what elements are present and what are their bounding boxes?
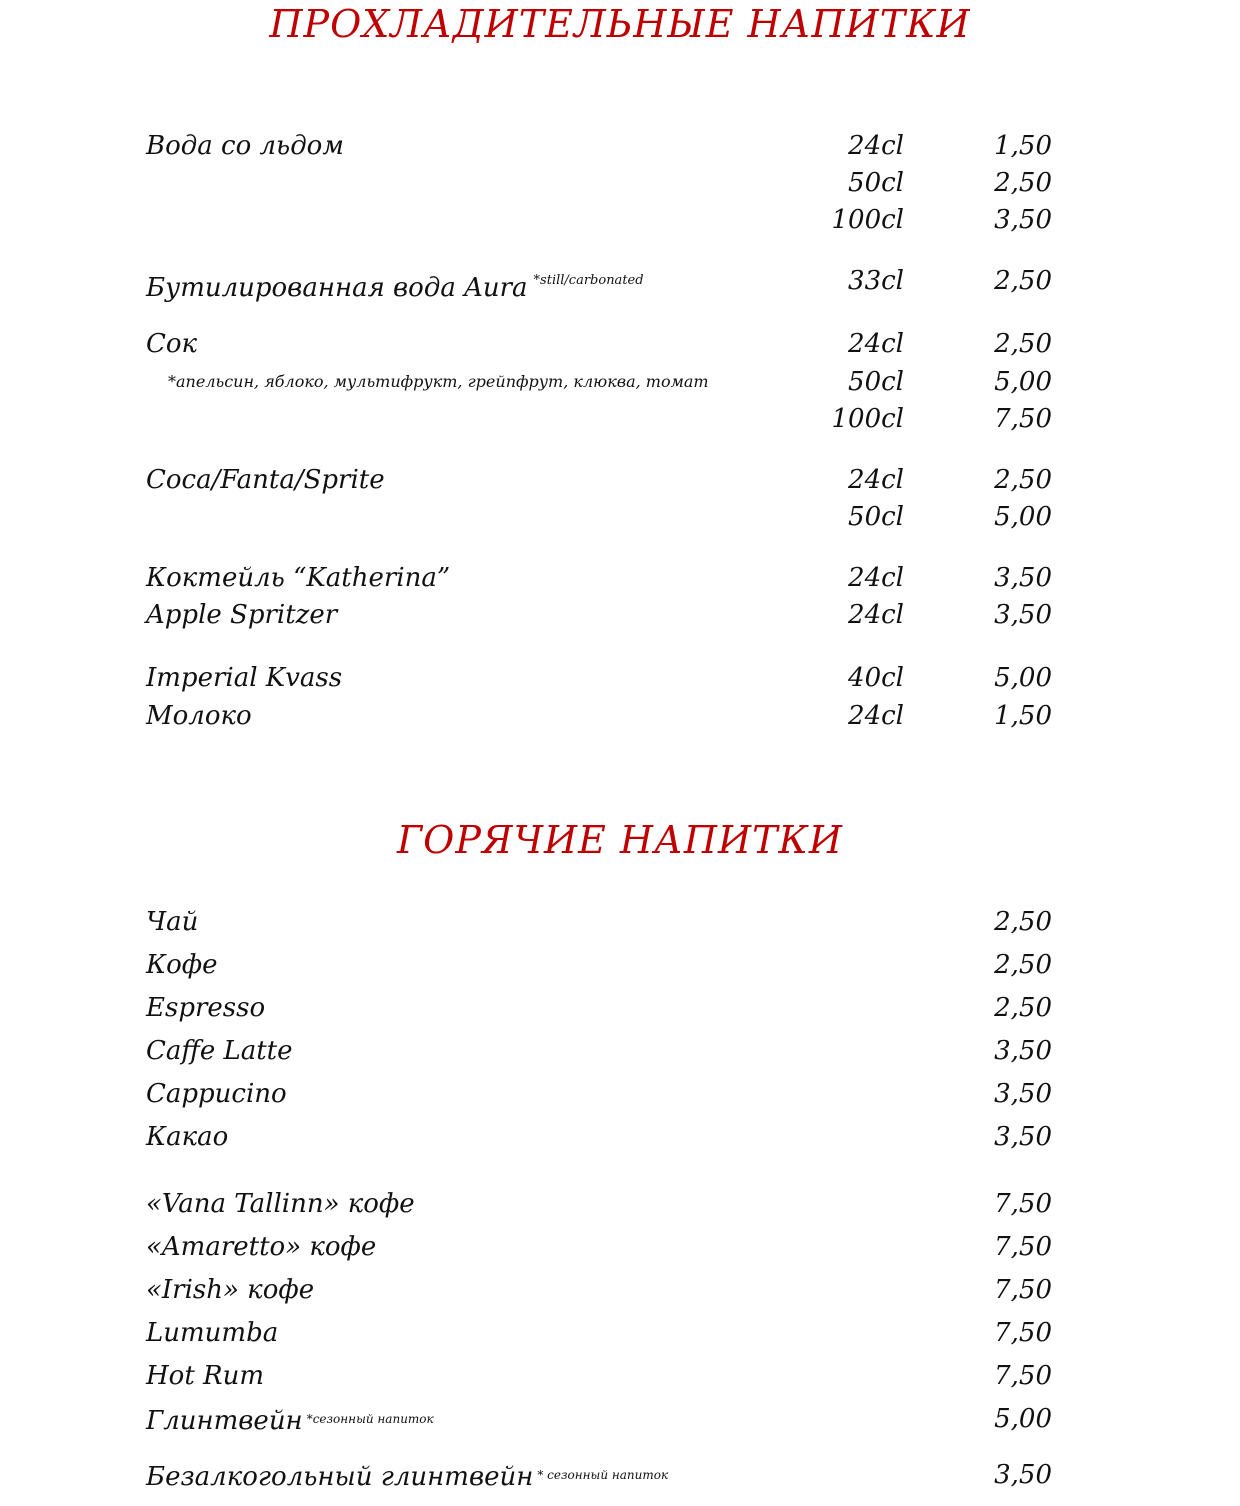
item-name [146, 1457, 668, 1495]
menu-row [0, 1033, 1240, 1069]
item-price: 3,50 [994, 1460, 1052, 1490]
item-price: 3,50 [994, 600, 1052, 630]
item-volume: 24cl [848, 701, 904, 731]
item-price: 7,50 [994, 1361, 1052, 1391]
menu-row [0, 947, 1240, 983]
item-price: 3,50 [994, 205, 1052, 235]
item-price: 1,50 [994, 701, 1052, 731]
item-name-text: Бутилированная вода Aura [146, 273, 528, 303]
item-name: Hot Rum [146, 1361, 265, 1391]
juice-flavours-note: *апельсин, яблоко, мультифрукт, грейпфрут, клюква, томат [168, 372, 709, 391]
item-name-text: Глинтвейн [146, 1406, 303, 1436]
menu-row [0, 1229, 1240, 1265]
menu-row [0, 326, 1240, 362]
item-price: 2,50 [994, 266, 1052, 296]
item-name: Сок [146, 329, 198, 359]
item-price: 2,50 [994, 907, 1052, 937]
item-name: Coca/Fanta/Sprite [146, 465, 385, 495]
item-price: 7,50 [994, 1232, 1052, 1262]
hot-drinks-heading: ГОРЯЧИЕ НАПИТКИ [397, 818, 843, 862]
item-name-text: Безалкогольный глинтвейн [146, 1462, 534, 1492]
menu-row [0, 698, 1240, 734]
item-price: 1,50 [994, 131, 1052, 161]
item-volume: 24cl [848, 329, 904, 359]
item-price: 2,50 [994, 993, 1052, 1023]
item-volume: 33cl [848, 266, 904, 296]
item-name: Вода со льдом [146, 131, 344, 161]
item-price: 5,00 [994, 367, 1052, 397]
menu-row [0, 660, 1240, 696]
item-name: Imperial Kvass [146, 663, 343, 693]
item-name: Apple Spritzer [146, 600, 338, 630]
menu-row [0, 462, 1240, 498]
item-price: 5,00 [994, 663, 1052, 693]
item-name: Caffe Latte [146, 1036, 293, 1066]
item-note: *still/carbonated [533, 273, 644, 288]
item-volume: 24cl [848, 131, 904, 161]
item-price: 3,50 [994, 563, 1052, 593]
item-name: «Irish» кофе [146, 1275, 315, 1305]
menu-row [0, 202, 1240, 238]
menu-row [0, 128, 1240, 164]
cold-drinks-heading: ПРОХЛАДИТЕЛЬНЫЕ НАПИТКИ [269, 2, 971, 46]
menu-row [0, 597, 1240, 633]
item-name: «Vana Tallinn» кофе [146, 1189, 415, 1219]
menu-row [0, 1186, 1240, 1222]
menu-row [0, 364, 1240, 400]
item-price: 5,00 [994, 502, 1052, 532]
item-price: 3,50 [994, 1122, 1052, 1152]
item-volume: 50cl [848, 168, 904, 198]
item-name: «Amaretto» кофе [146, 1232, 377, 1262]
menu-row [0, 263, 1240, 303]
item-name: Espresso [146, 993, 266, 1023]
item-volume: 100cl [831, 404, 904, 434]
item-name: Lumumba [146, 1318, 279, 1348]
menu-row [0, 1457, 1240, 1493]
menu-row [0, 165, 1240, 201]
menu-row [0, 1119, 1240, 1155]
item-price: 5,00 [994, 1404, 1052, 1434]
item-name: Кофе [146, 950, 218, 980]
menu-row [0, 560, 1240, 596]
item-volume: 50cl [848, 502, 904, 532]
item-price: 7,50 [994, 404, 1052, 434]
item-note: *сезонный напиток [306, 1412, 434, 1426]
item-price: 7,50 [994, 1318, 1052, 1348]
menu-row [0, 499, 1240, 535]
item-price: 3,50 [994, 1079, 1052, 1109]
item-price: 2,50 [994, 465, 1052, 495]
item-name: Какао [146, 1122, 229, 1152]
item-price: 2,50 [994, 329, 1052, 359]
item-name: Cappucino [146, 1079, 287, 1109]
item-volume: 24cl [848, 563, 904, 593]
menu-row [0, 904, 1240, 940]
menu-row [0, 1401, 1240, 1437]
item-volume: 100cl [831, 205, 904, 235]
item-price: 7,50 [994, 1275, 1052, 1305]
menu-row [0, 1358, 1240, 1394]
item-price: 2,50 [994, 168, 1052, 198]
item-note: * сезонный напиток [537, 1468, 669, 1482]
item-price: 7,50 [994, 1189, 1052, 1219]
item-name: Молоко [146, 701, 252, 731]
menu-row [0, 401, 1240, 437]
item-name: Чай [146, 907, 199, 937]
menu-row [0, 1272, 1240, 1308]
menu-row [0, 1315, 1240, 1351]
item-price: 2,50 [994, 950, 1052, 980]
item-volume: 24cl [848, 465, 904, 495]
item-name: Коктейль “Katherina” [146, 563, 451, 593]
item-volume: 24cl [848, 600, 904, 630]
menu-row [0, 1076, 1240, 1112]
item-name [146, 1401, 434, 1439]
item-name [146, 263, 644, 306]
item-volume: 50cl [848, 367, 904, 397]
menu-row [0, 990, 1240, 1026]
item-volume: 40cl [848, 663, 904, 693]
item-price: 3,50 [994, 1036, 1052, 1066]
